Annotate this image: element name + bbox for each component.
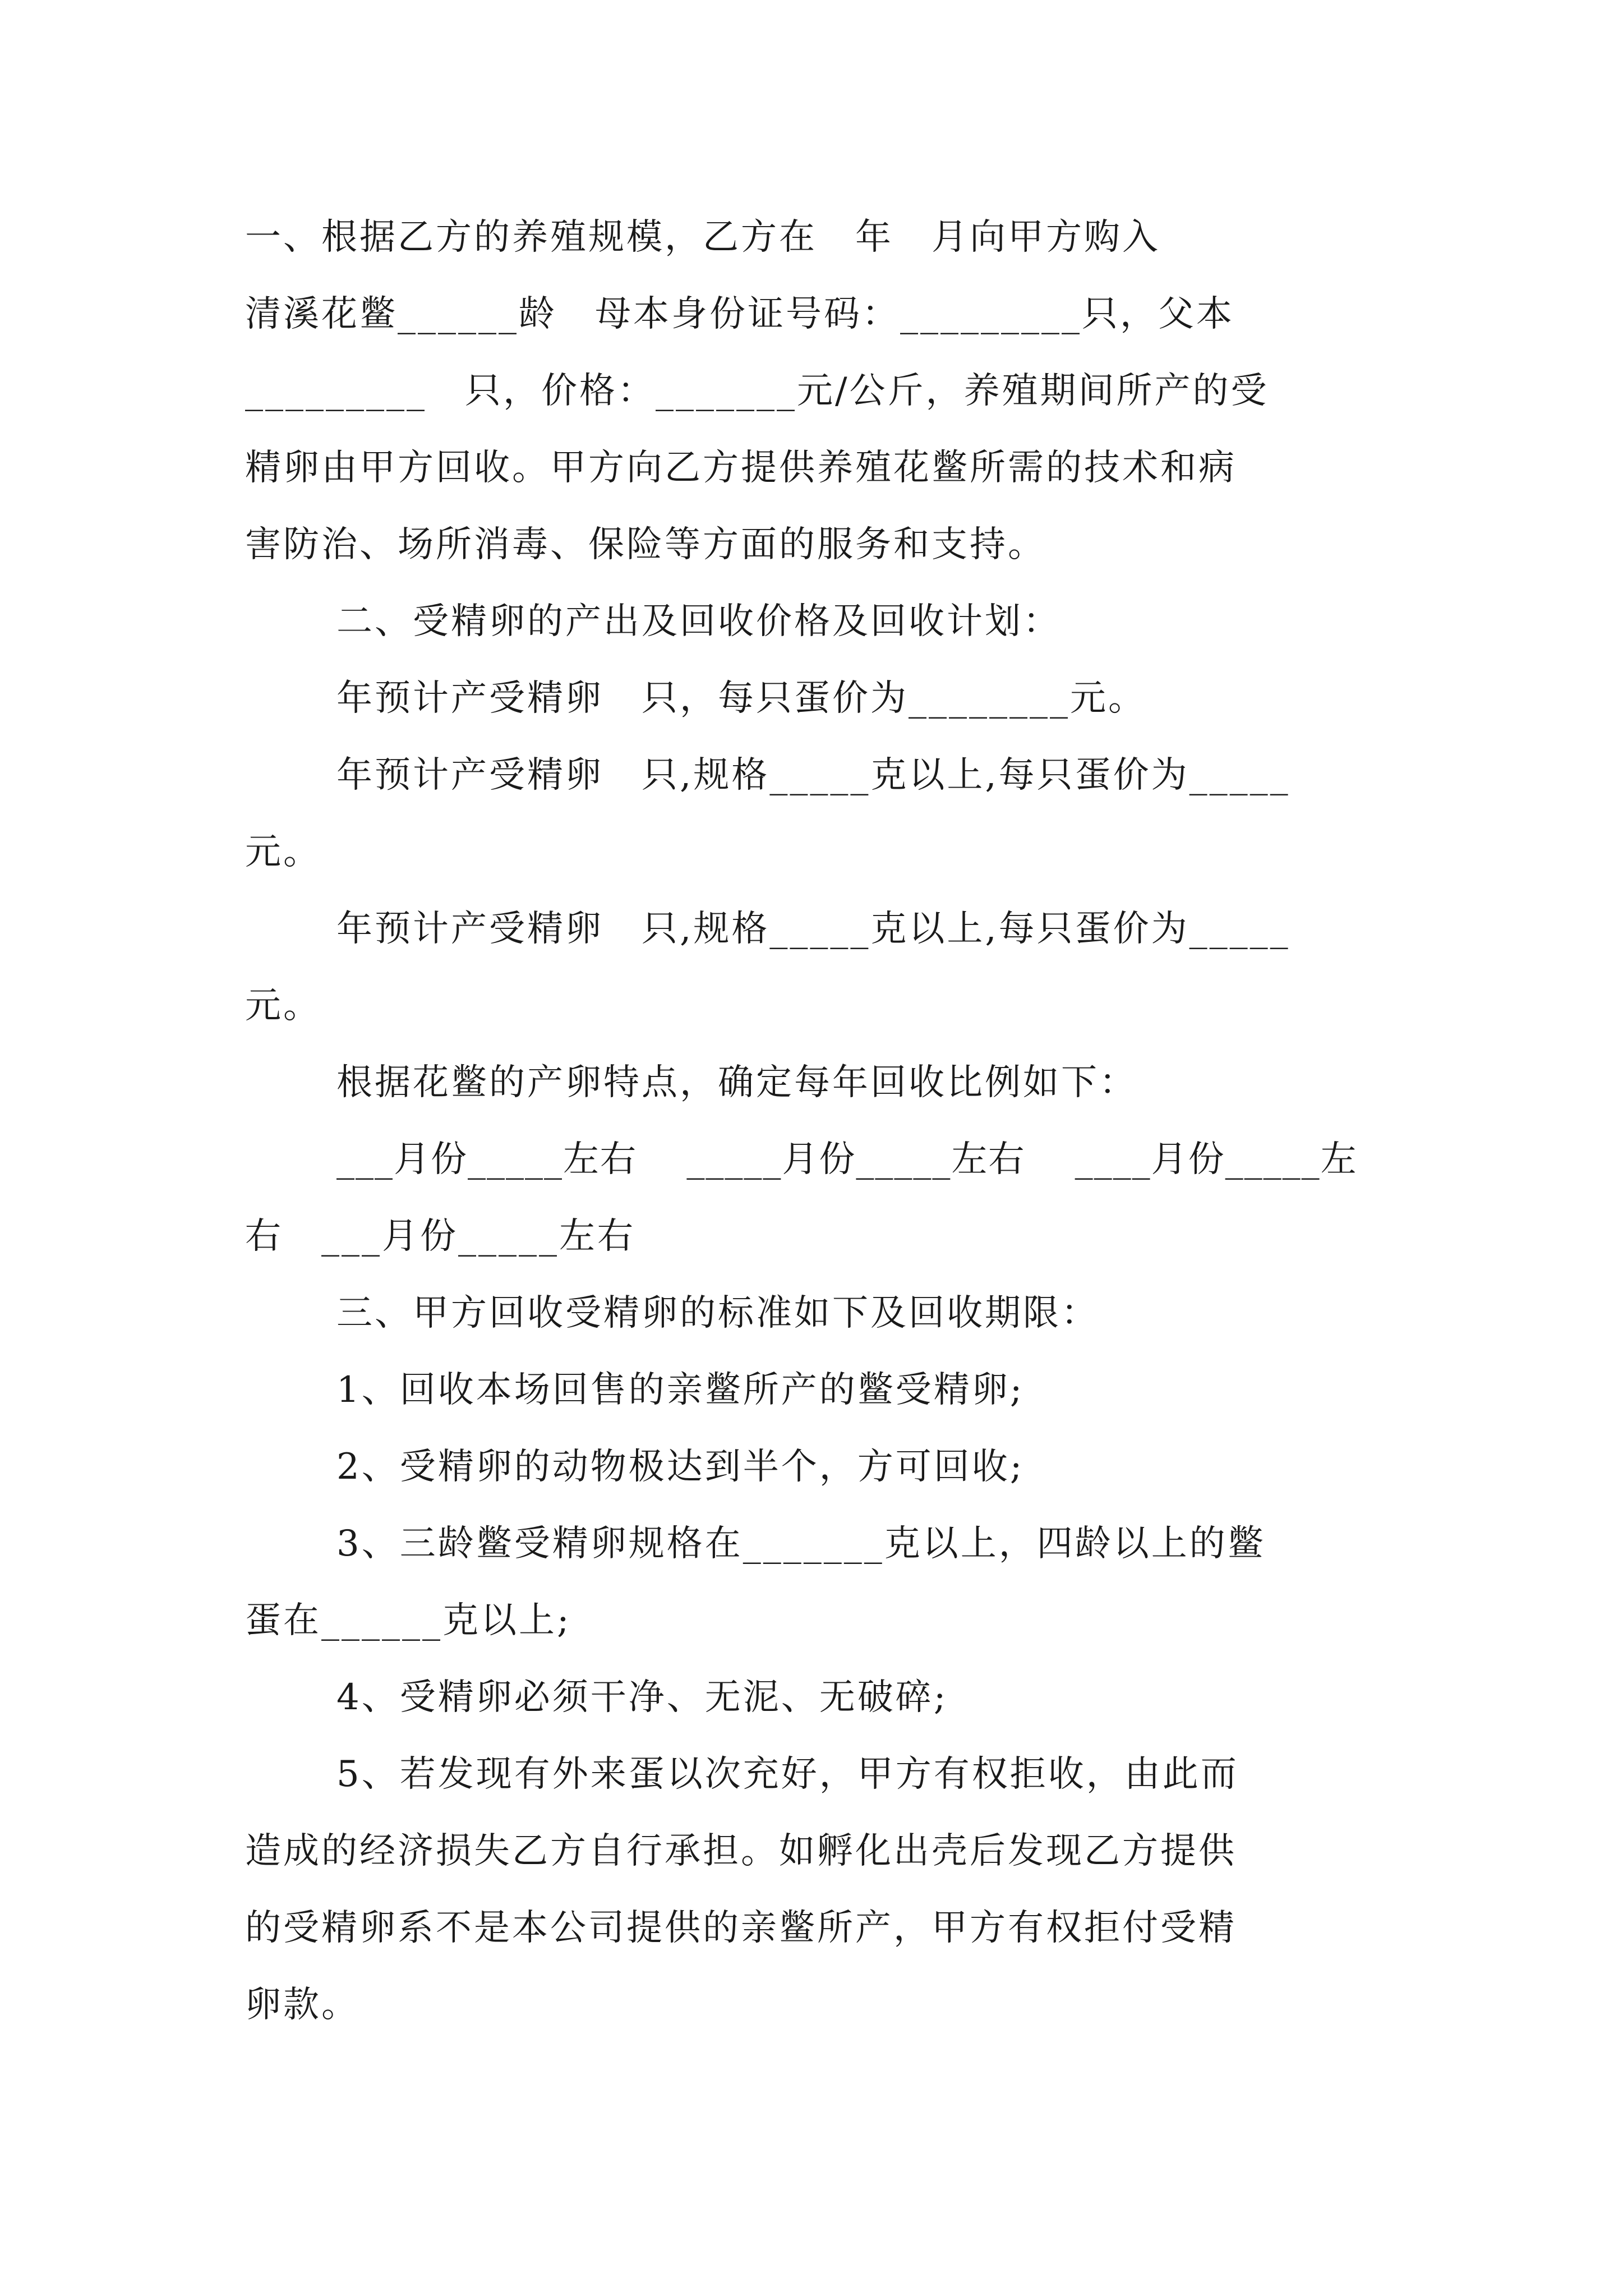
clause-2-item-3-cont: 元。 [245, 985, 321, 1027]
clause-1-line-5: 害防治、场所消毒、保险等方面的服务和支持。 [245, 524, 1046, 565]
clause-3-item-2: 2、受精卵的动物极达到半个，方可回收; [336, 1446, 1025, 1488]
clause-3-item-3-cont: 蛋在______克以上; [245, 1600, 571, 1641]
clause-1-line-2: 清溪花鳖______龄 母本身份证号码：_________只，父本 [245, 293, 1234, 335]
clause-2-item-2: 年预计产受精卵 只,规格_____克以上,每只蛋价为_____ [336, 754, 1290, 796]
clause-3-item-1: 1、回收本场回售的亲鳖所产的鳖受精卵; [336, 1369, 1025, 1411]
clause-3-item-5: 5、若发现有外来蛋以次充好，甲方有权拒收，由此而 [336, 1754, 1239, 1795]
clause-1-line-1: 一、根据乙方的养殖规模，乙方在 年 月向甲方购入 [245, 217, 1160, 258]
clause-3-item-3: 3、三龄鳖受精卵规格在_______克以上，四龄以上的鳖 [336, 1523, 1266, 1565]
clause-2-item-3: 年预计产受精卵 只,规格_____克以上,每只蛋价为_____ [336, 908, 1290, 950]
clause-2-heading: 二、受精卵的产出及回收价格及回收计划： [336, 601, 1061, 642]
clause-3-item-5-cont-2: 的受精卵系不是本公司提供的亲鳖所产，甲方有权拒付受精 [245, 1907, 1237, 1949]
clause-2-ratio-line-1: ___月份_____左右 _____月份_____左右 ____月份_____左 [336, 1139, 1358, 1180]
clause-1-line-3: _________ 只，价格：_______元/公斤，养殖期间所产的受 [245, 370, 1269, 412]
clause-1-line-4: 精卵由甲方回收。甲方向乙方提供养殖花鳖所需的技术和病 [245, 447, 1237, 489]
clause-2-item-2-cont: 元。 [245, 831, 321, 873]
clause-2-item-1: 年预计产受精卵 只，每只蛋价为________元。 [336, 678, 1146, 719]
clause-3-heading: 三、甲方回收受精卵的标准如下及回收期限： [336, 1292, 1099, 1334]
clause-2-ratio-intro: 根据花鳖的产卵特点，确定每年回收比例如下： [336, 1062, 1137, 1103]
clause-2-ratio-line-2: 右 ___月份_____左右 [245, 1216, 635, 1257]
clause-3-item-5-cont-3: 卵款。 [245, 1984, 359, 2026]
clause-3-item-5-cont-1: 造成的经济损失乙方自行承担。如孵化出壳后发现乙方提供 [245, 1830, 1237, 1872]
clause-3-item-4: 4、受精卵必须干净、无泥、无破碎; [336, 1677, 948, 1718]
